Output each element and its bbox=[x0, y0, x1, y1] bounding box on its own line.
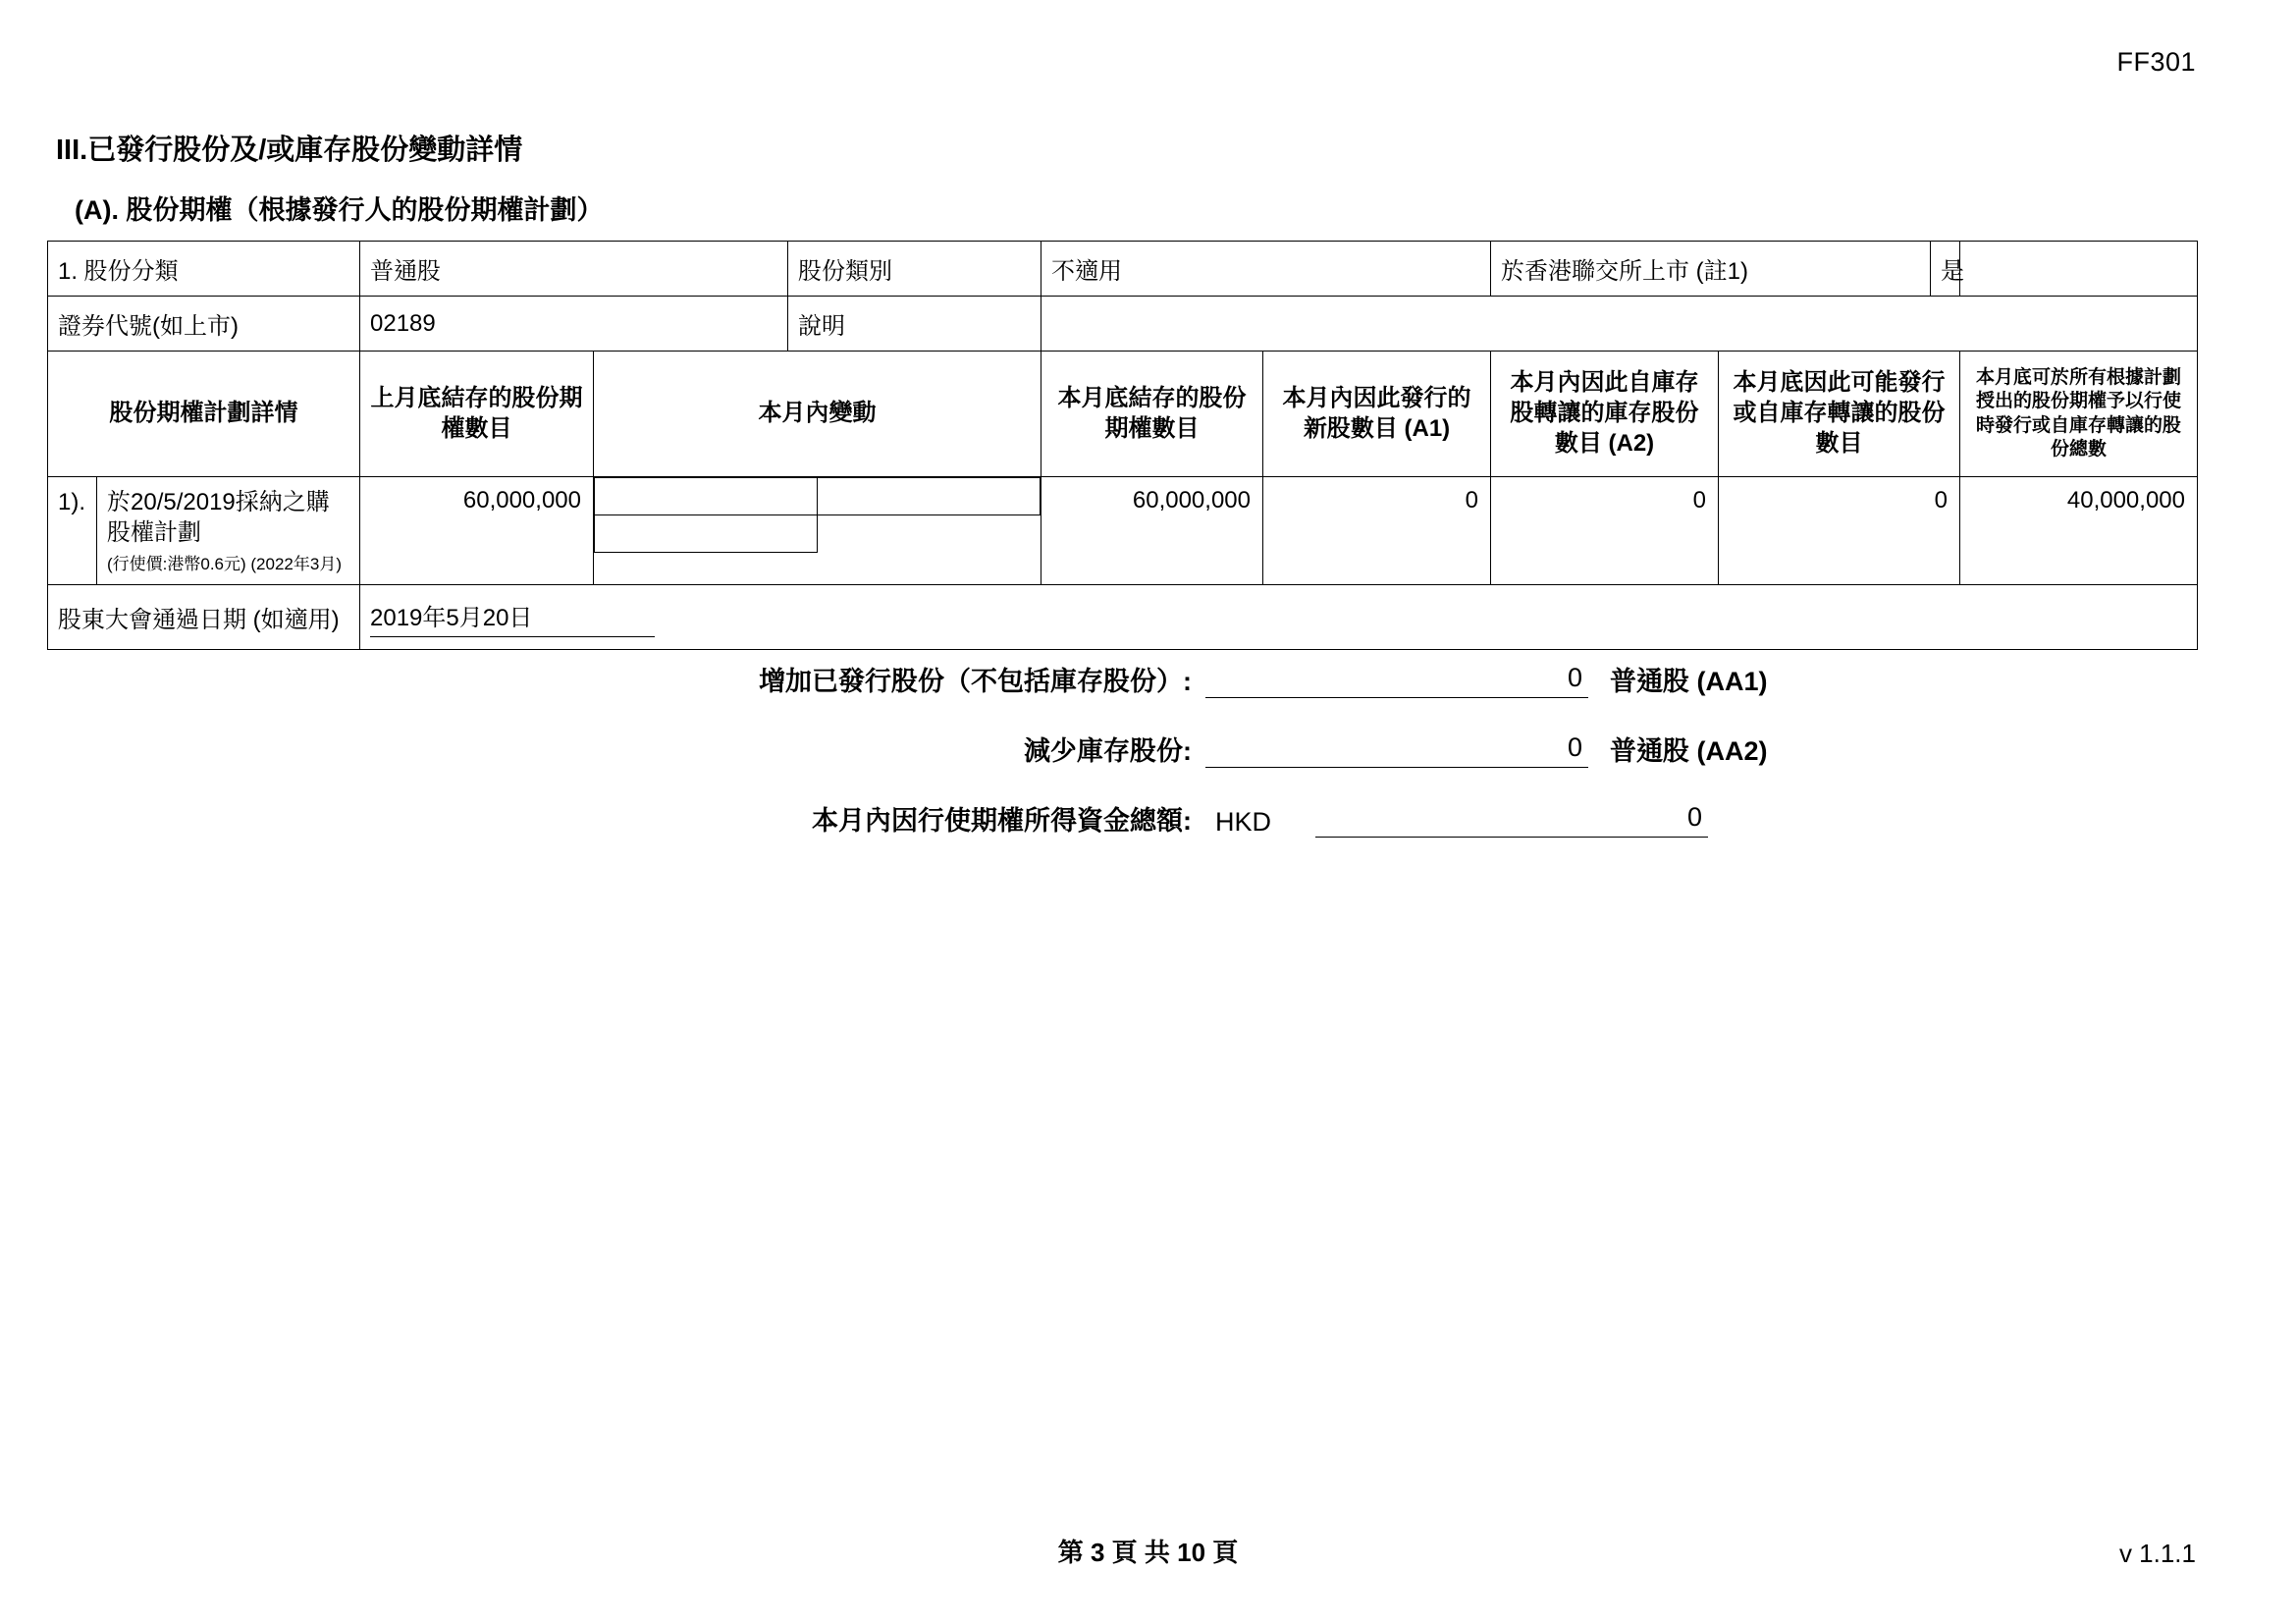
table-header-row bbox=[48, 352, 2198, 477]
new-shares-a1-value: 0 bbox=[1263, 477, 1491, 585]
listed-hkex-extra bbox=[1960, 242, 2198, 297]
approval-date-value: 2019年5月20日 bbox=[370, 598, 655, 637]
summary-section bbox=[0, 660, 2296, 869]
share-class-label: 1. 股份分類 bbox=[48, 242, 360, 297]
header-movement: 本月內變動 bbox=[594, 352, 1041, 477]
row-index: 1). bbox=[48, 477, 97, 585]
funds-value: 0 bbox=[1315, 802, 1708, 838]
movement-field-2[interactable] bbox=[818, 478, 1041, 515]
header-closing-balance: 本月底結存的股份期權數目 bbox=[1041, 352, 1263, 477]
section-title: III.已發行股份及/或庫存股份變動詳情 bbox=[56, 135, 523, 166]
treasury-a2-value: 0 bbox=[1491, 477, 1719, 585]
subsection-title: (A). 股份期權（根據發行人的股份期權計劃） bbox=[75, 195, 604, 225]
header-opening-balance: 上月底結存的股份期權數目 bbox=[360, 352, 594, 477]
form-code: FF301 bbox=[2116, 47, 2196, 77]
increase-issued-label: 增加已發行股份（不包括庫存股份）: bbox=[759, 667, 1192, 696]
header-treasury-a2: 本月內因此自庫存股轉讓的庫存股份數目 (A2) bbox=[1491, 352, 1719, 477]
header-plan-details: 股份期權計劃詳情 bbox=[48, 352, 360, 477]
movement-field-1[interactable] bbox=[595, 478, 818, 515]
approval-row bbox=[48, 585, 2198, 650]
stock-code-label: 證券代號(如上市) bbox=[48, 297, 360, 352]
movement-cell bbox=[594, 477, 1041, 585]
decrease-treasury-label: 減少庫存股份: bbox=[1024, 736, 1192, 766]
plan-name: 於20/5/2019採納之購股權計劃 bbox=[107, 489, 330, 547]
description-label: 說明 bbox=[788, 297, 1041, 352]
table-row-classification bbox=[48, 242, 2198, 297]
listed-hkex-value: 是 bbox=[1931, 242, 1960, 297]
decrease-treasury-value: 0 bbox=[1205, 732, 1588, 768]
funds-label: 本月內因行使期權所得資金總額: bbox=[812, 806, 1192, 836]
table-row bbox=[48, 477, 2198, 585]
potential-issue-value: 0 bbox=[1719, 477, 1960, 585]
movement-subtable bbox=[594, 477, 1041, 553]
summary-row-increase bbox=[0, 660, 2296, 698]
share-type-label: 股份類別 bbox=[788, 242, 1041, 297]
closing-balance-value: 60,000,000 bbox=[1041, 477, 1263, 585]
table-row-stock-code bbox=[48, 297, 2198, 352]
summary-row-funds bbox=[0, 799, 2296, 838]
footer-page-number: 第 3 頁 共 10 頁 bbox=[1057, 1538, 1239, 1567]
header-potential-issue: 本月底因此可能發行或自庫存轉讓的股份數目 bbox=[1719, 352, 1960, 477]
share-class-value: 普通股 bbox=[360, 242, 788, 297]
description-value bbox=[1041, 297, 2198, 352]
movement-field-4 bbox=[818, 515, 1041, 553]
movement-row-2 bbox=[595, 515, 1041, 553]
decrease-treasury-suffix: 普通股 (AA2) bbox=[1610, 736, 1768, 766]
share-options-table bbox=[47, 241, 2198, 650]
header-total-outstanding: 本月底可於所有根據計劃授出的股份期權予以行使時發行或自庫存轉讓的股份總數 bbox=[1960, 352, 2198, 477]
approval-value-cell bbox=[360, 585, 2198, 650]
approval-label: 股東大會通過日期 (如適用) bbox=[48, 585, 360, 650]
header-new-shares-a1: 本月內因此發行的新股數目 (A1) bbox=[1263, 352, 1491, 477]
increase-issued-suffix: 普通股 (AA1) bbox=[1610, 667, 1768, 696]
funds-currency: HKD bbox=[1215, 807, 1272, 837]
footer-version: v 1.1.1 bbox=[2118, 1539, 2196, 1568]
opening-balance-value: 60,000,000 bbox=[360, 477, 594, 585]
increase-issued-value: 0 bbox=[1205, 663, 1588, 698]
movement-row-1 bbox=[595, 478, 1041, 515]
share-type-value: 不適用 bbox=[1041, 242, 1491, 297]
movement-field-3[interactable] bbox=[595, 515, 818, 553]
plan-description bbox=[97, 477, 360, 585]
summary-row-decrease bbox=[0, 730, 2296, 768]
total-outstanding-value: 40,000,000 bbox=[1960, 477, 2198, 585]
plan-sub-detail: (行使價:港幣0.6元) (2022年3月) bbox=[107, 555, 342, 574]
listed-hkex-label: 於香港聯交所上市 (註1) bbox=[1491, 242, 1931, 297]
stock-code-value: 02189 bbox=[360, 297, 788, 352]
